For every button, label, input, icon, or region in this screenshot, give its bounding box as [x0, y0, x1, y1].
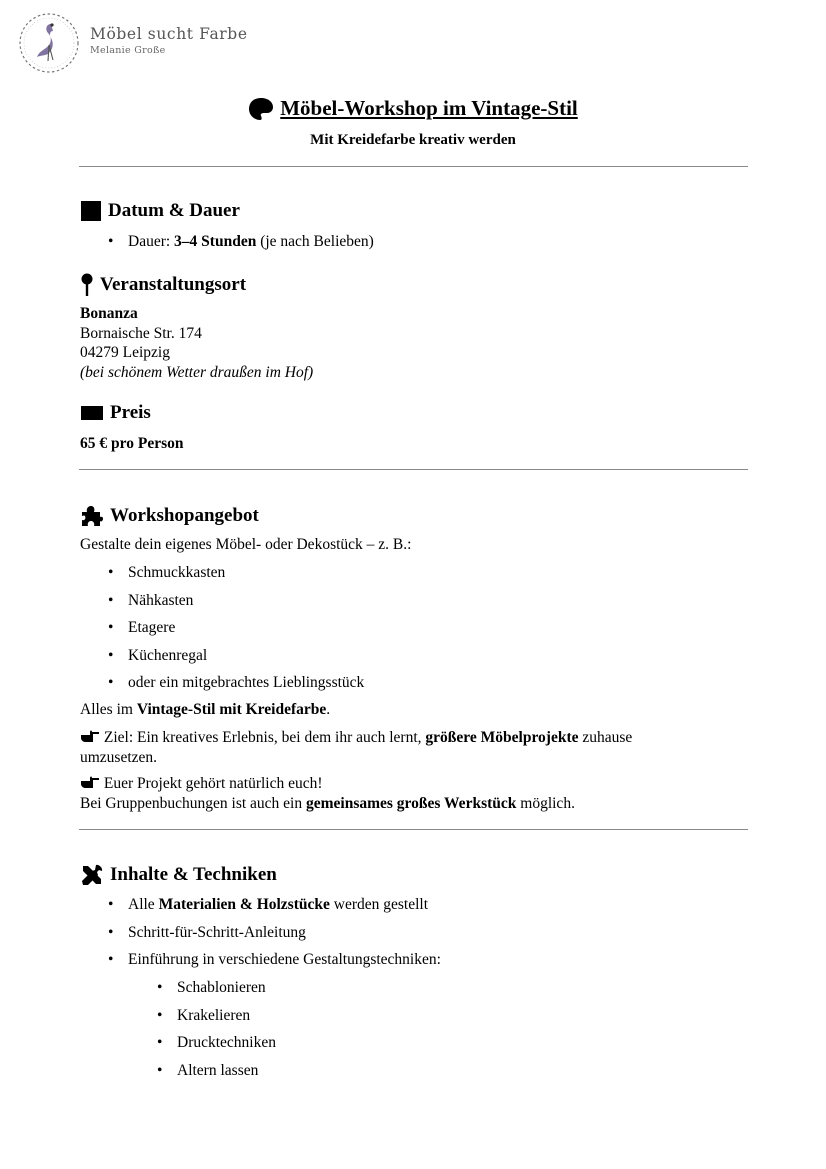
divider [79, 166, 748, 167]
techniques-list [157, 978, 276, 1088]
pointing-hand-icon [80, 729, 100, 743]
calendar-icon [80, 200, 102, 222]
venue-address [80, 304, 313, 382]
tools-icon [80, 863, 104, 887]
list-item: • Nähkasten [108, 591, 364, 619]
flamingo-logo-icon [18, 12, 80, 74]
list-item: • Drucktechniken [157, 1033, 276, 1061]
list-item: • Dauer: 3–4 Stunden (je nach Belieben) [108, 232, 374, 260]
venue-note: (bei schönem Wetter draußen im Hof) [80, 363, 314, 381]
section-heading-ort: Veranstaltungsort [80, 273, 246, 297]
section-heading-angebot: Workshopangebot [80, 504, 259, 528]
divider [79, 469, 748, 470]
list-item: • Alle Materialien & Holzstücke werden gestellt [108, 895, 441, 923]
ownership-note: Euer Projekt gehört natürlich euch! Bei Gruppenbuchungen ist auch ein gemeinsames großes Werkstück möglich. [80, 775, 575, 812]
list-item: • Etagere [108, 618, 364, 646]
venue-city: 04279 Leipzig [80, 344, 170, 361]
list-item: • Küchenregal [108, 646, 364, 674]
list-item: • Krakelieren [157, 1006, 276, 1034]
list-item: • Schmuckkasten [108, 563, 364, 591]
brand-owner: Melanie Große [90, 44, 166, 56]
offer-intro: Gestalte dein eigenes Möbel- oder Dekostück – z. B.: [80, 536, 412, 553]
puzzle-icon [80, 504, 104, 528]
list-item: • oder ein mitgebrachtes Lieblingsstück [108, 673, 364, 701]
offer-list [108, 563, 364, 701]
page-subtitle: Mit Kreidefarbe kreativ werden [310, 131, 516, 148]
divider [79, 829, 748, 830]
section-heading-datum: Datum & Dauer [80, 200, 240, 222]
contents-list [108, 895, 441, 978]
palette-icon [248, 97, 274, 121]
page-header [0, 96, 826, 149]
list-item: • Altern lassen [157, 1061, 276, 1089]
brand-logo [18, 12, 248, 74]
section-heading-preis: Preis [80, 402, 151, 424]
pin-icon [80, 273, 94, 297]
style-note: Alles im Vintage-Stil mit Kreidefarbe. [80, 701, 331, 718]
price-value: 65 € pro Person [80, 435, 184, 452]
page-title [248, 96, 578, 121]
list-item: • Einführung in verschiedene Gestaltungstechniken: [108, 950, 441, 978]
pointing-hand-icon [80, 775, 100, 789]
section-heading-inhalte: Inhalte & Techniken [80, 863, 277, 887]
venue-street: Bornaische Str. 174 [80, 324, 202, 342]
title-text: Möbel-Workshop im Vintage-Stil [280, 96, 578, 120]
list-item: • Schablonieren [157, 978, 276, 1006]
money-icon [80, 405, 104, 421]
brand-name: Möbel sucht Farbe [90, 24, 248, 43]
list-item: • Schritt-für-Schritt-Anleitung [108, 923, 441, 951]
venue-name: Bonanza [80, 305, 138, 322]
goal-note: Ziel: Ein kreatives Erlebnis, bei dem ihr auch lernt, größere Möbelprojekte zuhause umzusetzen. [80, 729, 633, 766]
datum-list [108, 232, 374, 260]
